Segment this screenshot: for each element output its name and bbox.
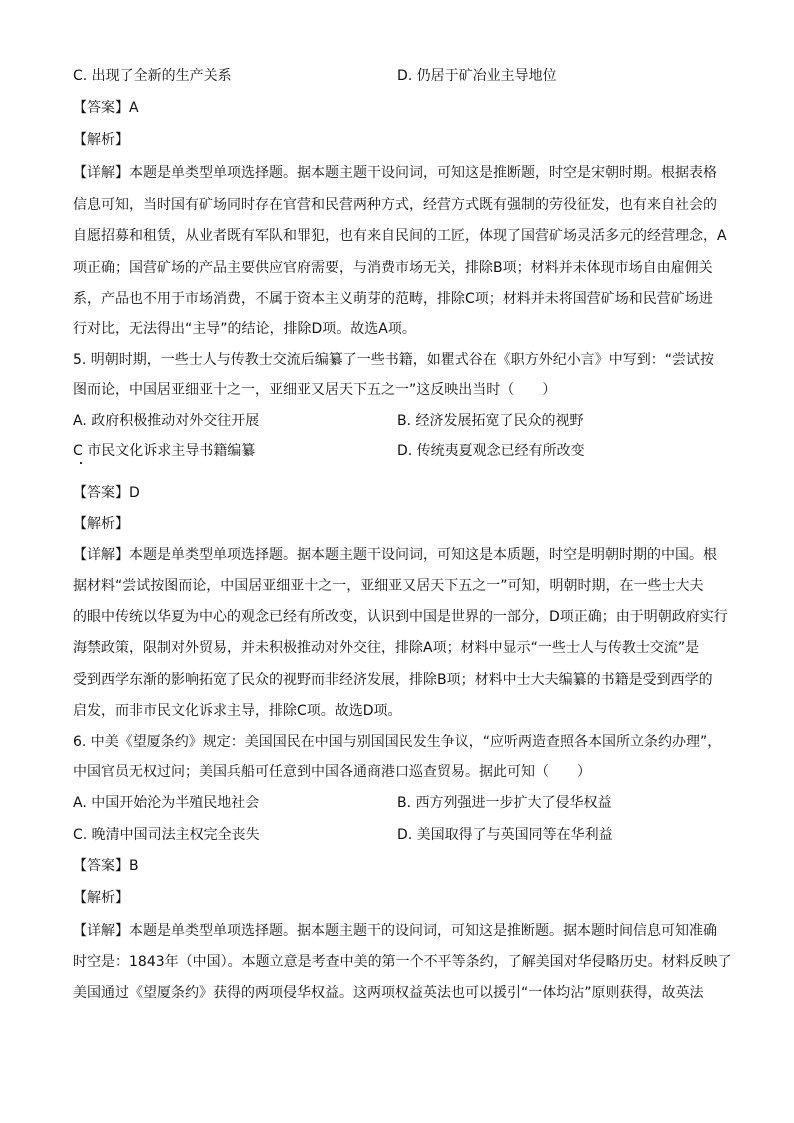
detail-line-q4-2: 信息可知，当时国有矿场同时存在官营和民营两种方式，经营方式既有强制的劳役征发，也有来自社会的 — [73, 197, 717, 213]
detail-line-q4-1: 【详解】本题是单类型单项选择题。据本题主题干设问词，可知这是推断题，时空是宋朝时期。根据表格 — [73, 165, 717, 181]
option-a-q6: A. 中国开始沦为半殖民地社会 — [73, 795, 260, 811]
detail-line-q5-5: 受到西学东渐的影响拓宽了民众的视野而非经济发展，排除B项；材料中士大夫编纂的书籍是受到西学的 — [73, 672, 713, 688]
detail-line-q4-3: 自愿招募和租赁，从业者既有军队和罪犯，也有来自民间的工匠，体现了国营矿场灵活多元的经营理念，A — [73, 228, 727, 244]
option-d-q4: D. 仍居于矿冶业主导地位 — [397, 68, 557, 84]
detail-line-q5-4: 海禁政策，限制对外贸易，并未积极推动对外交往，排除A项；材料中显示“一些士人与传教士交流”是 — [73, 640, 700, 656]
question-5-stem-2: 图而论，中国居亚细亚十之一，亚细亚又居天下五之一”这反映出当时（ ） — [73, 382, 557, 398]
option-b-q6: B. 西方列强进一步扩大了侵华权益 — [397, 795, 612, 811]
detail-line-q4-6: 行对比，无法得出“主导”的结论，排除D项。故选A项。 — [73, 321, 416, 337]
analysis-label-q6: 【解析】 — [73, 890, 129, 906]
option-c-q5: C 市民文化诉求主导书籍编纂 — [73, 443, 256, 459]
stray-dot — [80, 462, 82, 464]
analysis-label-q5: 【解析】 — [73, 516, 129, 532]
question-6-stem-2: 中国官员无权过问；美国兵船可任意到中国各通商港口巡查贸易。据此可知（ ） — [73, 764, 591, 780]
detail-line-q6-3: 美国通过《望厦条约》获得的两项侵华权益。这两项权益英法也可以援引“一体均沾”原则获得，故英法 — [73, 985, 704, 1001]
detail-line-q5-1: 【详解】本题是单类型单项选择题。据本题主题干设问词，可知这是本质题，时空是明朝时期的中国。根 — [73, 547, 717, 563]
option-a-q5: A. 政府积极推动对外交往开展 — [73, 413, 260, 429]
analysis-label-q4: 【解析】 — [73, 132, 129, 148]
detail-line-q4-4: 项正确；国营矿场的产品主要供应官府需要，与消费市场无关，排除B项；材料并未体现市场自由雇佣关 — [73, 260, 713, 276]
option-c-q4: C. 出现了全新的生产关系 — [73, 68, 232, 84]
question-5-stem-1: 5. 明朝时期，一些士人与传教士交流后编纂了一些书籍，如瞿式谷在《职方外纪小言》中写到：“尝试按 — [73, 352, 715, 368]
option-d-q5: D. 传统夷夏观念已经有所改变 — [397, 443, 585, 459]
detail-line-q6-2: 时空是：1843年（中国）。本题立意是考查中美的第一个不平等条约，了解美国对华侵略历史。材料反映了 — [73, 954, 732, 970]
question-6-stem-1: 6. 中美《望厦条约》规定：美国国民在中国与别国国民发生争议，“应听两造查照各本国所立条约办理”， — [73, 734, 722, 750]
detail-line-q5-2: 据材料“尝试按图而论，中国居亚细亚十之一，亚细亚又居天下五之一”可知，明朝时期，在一些士大夫 — [73, 578, 704, 594]
answer-q4: 【答案】A — [73, 100, 139, 116]
option-d-q6: D. 美国取得了与英国同等在华利益 — [397, 827, 613, 843]
answer-q6: 【答案】B — [73, 858, 139, 874]
detail-line-q5-3: 的眼中传统以华夏为中心的观念已经有所改变，认识到中国是世界的一部分，D项正确；由于明朝政府实行 — [73, 609, 728, 625]
option-c-q6: C. 晚清中国司法主权完全丧失 — [73, 827, 260, 843]
detail-line-q5-6: 启发，而非市民文化诉求主导，排除C项。故选D项。 — [73, 703, 402, 719]
option-b-q5: B. 经济发展拓宽了民众的视野 — [397, 413, 584, 429]
answer-q5: 【答案】D — [73, 485, 140, 501]
detail-line-q4-5: 系，产品也不用于市场消费，不属于资本主义萌芽的范畴，排除C项；材料并未将国营矿场和民营矿场进 — [73, 291, 713, 307]
detail-line-q6-1: 【详解】本题是单类型单项选择题。据本题主题干的设问词，可知这是推断题。据本题时间信息可知准确 — [73, 923, 717, 939]
